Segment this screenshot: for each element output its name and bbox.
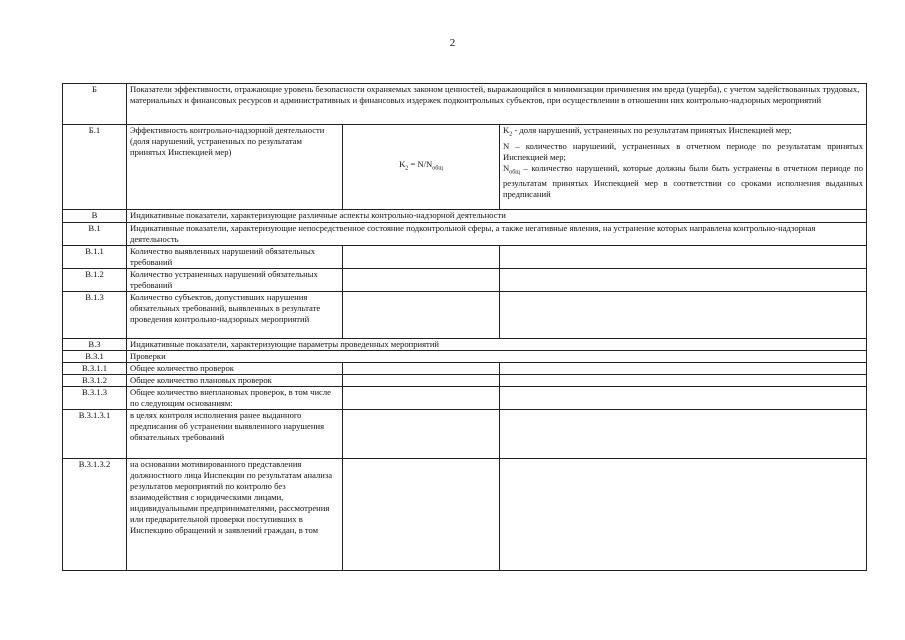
section-heading: Индикативные показатели, характеризующие непосредственное состояние подконтрольной сферы, а также негативные явления, на устранение которых направлена контрольно-надзорная деятельность [127,223,867,246]
empty-cell [500,246,867,269]
indicator-name: Общее количество внеплановых проверок, в том числе по следующим основаниям: [127,387,343,410]
section-heading: Проверки [127,351,867,363]
row-code: В [63,210,127,223]
indicators-table [62,83,867,571]
empty-cell [500,363,867,375]
table-row-v3132 [63,459,867,571]
empty-cell [343,387,500,410]
row-code: В.3 [63,339,127,351]
row-code: В.1.1 [63,246,127,269]
indicator-name: Количество выявленных нарушений обязательных требований [127,246,343,269]
table-row-v3 [63,339,867,351]
section-heading: Индикативные показатели, характеризующие различные аспекты контрольно-надзорной деятельности [127,210,867,223]
empty-cell [343,292,500,339]
empty-cell [500,375,867,387]
row-code: В.3.1.3.2 [63,459,127,571]
table-row-b1 [63,125,867,210]
table-row-v31 [63,351,867,363]
table-row-v311 [63,363,867,375]
row-code: Б [63,84,127,125]
indicator-name: Общее количество проверок [127,363,343,375]
row-code: Б.1 [63,125,127,210]
table-row-section-b [63,84,867,125]
indicator-name: Количество субъектов, допустивших нарушения обязательных требований, выявленных в результате проведения контрольно-надзорных мероприятий [127,292,343,339]
row-code: В.1.2 [63,269,127,292]
formula-description [500,125,867,210]
empty-cell [343,269,500,292]
table-row-v3131 [63,410,867,459]
indicator-name: в целях контроля исполнения ранее выданного предписания об устранении выявленного нарушения обязательных требований [127,410,343,459]
section-heading: Индикативные показатели, характеризующие параметры проведенных мероприятий [127,339,867,351]
empty-cell [343,246,500,269]
indicator-name: Общее количество плановых проверок [127,375,343,387]
desc-k2: $K_2$ - доля нарушений, устраненных по результатам принятых Инспекцией мер; [503,125,792,138]
table-row-v11 [63,246,867,269]
empty-cell [500,292,867,339]
table-row-v1 [63,223,867,246]
row-code: В.1 [63,223,127,246]
table-row-section-v [63,210,867,223]
row-code: В.3.1.2 [63,375,127,387]
table-row-v313 [63,387,867,410]
row-code: В.1.3 [63,292,127,339]
table-row-v312 [63,375,867,387]
formula-cell: $K_2 = N/N_{общ}$ [343,125,500,210]
indicator-name: на основании мотивированного представления должностного лица Инспекции по результатам анализа результатов мероприятий по контролю без взаимодействия с юридическими лицами, индивидуальными предпринимателями, рассмотрения или предварительной проверки поступивших в Инспекцию обращений и заявлений граждан, в том [127,459,343,571]
table-row-v12 [63,269,867,292]
row-code: В.3.1 [63,351,127,363]
empty-cell [343,410,500,459]
desc-n-total: $N_{общ}$ – количество нарушений, которые должны были быть устранены в отчетном периоде по результатам принятых Инспекцией мер в соответствии со сроками исполнения выданных предписаний [503,162,863,200]
empty-cell [343,375,500,387]
empty-cell [500,387,867,410]
page-number: 2 [449,37,456,49]
indicator-name: Эффективность контрольно-надзорной деятельности (доля нарушений, устраненных по результатам принятых Инспекцией мер) [127,125,343,210]
empty-cell [500,410,867,459]
empty-cell [343,459,500,571]
empty-cell [500,269,867,292]
row-code: В.3.1.1 [63,363,127,375]
empty-cell [500,459,867,571]
table-row-v13 [63,292,867,339]
empty-cell [343,363,500,375]
desc-n: N – количество нарушений, устраненных в отчетном периоде по результатам принятых Инспекцией мер; [503,140,863,162]
row-code: В.3.1.3.1 [63,410,127,459]
row-code: В.3.1.3 [63,387,127,410]
indicator-name: Количество устраненных нарушений обязательных требований [127,269,343,292]
section-heading: Показатели эффективности, отражающие уровень безопасности охраняемых законом ценностей, выражающийся в минимизации причинения им вреда (ущерба), с учетом задействованных трудовых, материальных и финансовых ресурсов и административных и финансовых издержек подконтрольных субъектов, при осуществлении в отношении них контрольно-надзорных мероприятий [127,84,867,125]
